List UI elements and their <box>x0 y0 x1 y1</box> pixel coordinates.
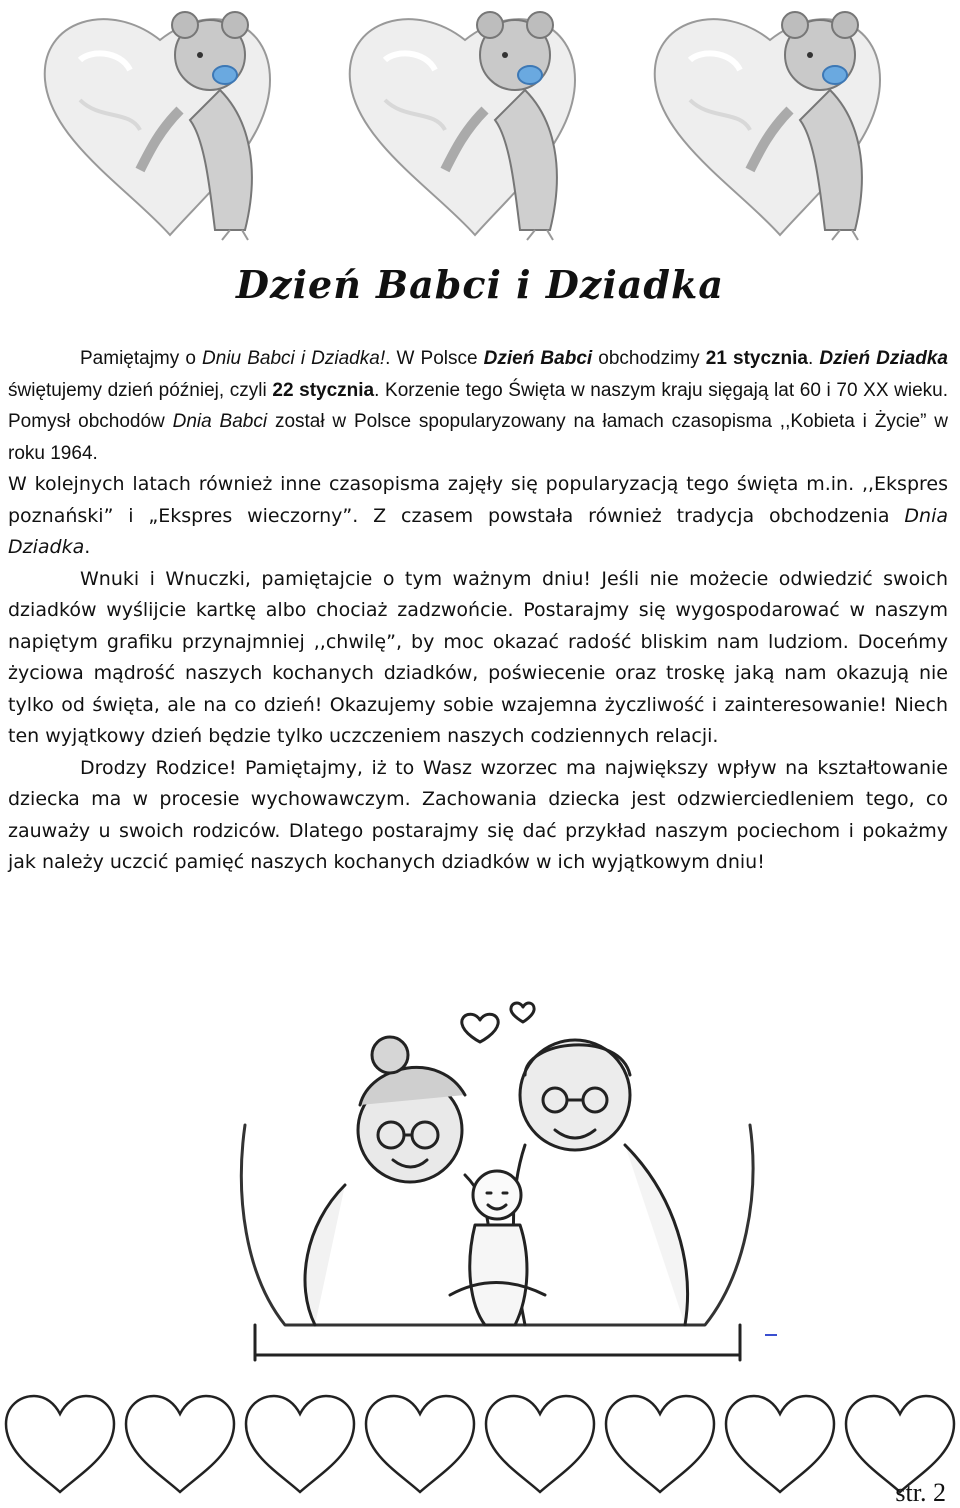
hearts-row <box>0 1392 960 1502</box>
heart-outline-icon <box>240 1392 360 1496</box>
heart-outline-icon <box>120 1392 240 1496</box>
grandparents-with-baby-icon <box>225 995 770 1370</box>
paragraph-intro: Pamiętajmy o Dniu Babci i Dziadka!. W Polsce Dzień Babci obchodzimy 21 stycznia. Dzień Dziadka świętujemy dzień później, czyli 22 stycznia. Korzenie tego Święta w naszym kraju sięgają lat 60 i 70 XX wieku. Pomysł obchodów Dnia Babci został w Polsce spopularyzowany na łamach czasopisma ,,Kobieta i Życie” w roku 1964. <box>8 348 949 464</box>
header-illustrations <box>0 0 960 250</box>
page-title: Dzień Babci i Dziadka <box>236 262 724 307</box>
teddy-bear-heart-icon <box>325 0 615 250</box>
paragraph-parents: Drodzy Rodzice! Pamiętajmy, iż to Wasz wzorzec ma największy wpływ na kształtowanie dziecka ma w procesie wychowawczym. Zachowania dziecka jest odzwierciedleniem tego, co zauważy u swoich rodziców. Dlatego postarajmy się dać przykład naszym pociechom i pokażmy jak należy uczcić pamięć naszych kochanych dziadków w ich wyjątkowym dniu! <box>8 756 948 873</box>
heart-outline-icon <box>600 1392 720 1496</box>
paragraph-grandchildren: Wnuki i Wnuczki, pamiętajcie o tym ważnym dniu! Jeśli nie możecie odwiedzić swoich dziadków wyślijcie kartkę albo chociaż zadzwońcie. Postarajmy się wygospodarować w naszym napiętym grafiku przynajmniej ,,chwilę”, by moc okazać radość bliskim nam ludziom. Doceńmy życiowa mądrość naszych kochanych dziadków, poświecenie oraz troskę jaką nam okazują nie tylko od święta, ale na co dzień! Okazujemy sobie wzajemna życzliwość i zainteresowanie! Niech ten wyjątkowy dzień będzie tylko uczczeniem naszych codziennych relacji. <box>8 567 948 747</box>
page-number: str. 2 <box>895 1478 946 1507</box>
article-body <box>8 343 948 879</box>
heart-outline-icon <box>720 1392 840 1496</box>
paragraph-history: W kolejnych latach również inne czasopisma zajęły się popularyzacją tego święta m.in. ,,Ekspres poznański” i „Ekspres wieczorny”. Z czasem powstała również tradycja obchodzenia Dnia Dziadka. <box>8 473 948 558</box>
teddy-bear-heart-icon <box>20 0 310 250</box>
blue-dash-mark <box>765 1334 777 1336</box>
teddy-bear-heart-icon <box>630 0 920 250</box>
heart-outline-icon <box>480 1392 600 1496</box>
heart-outline-icon <box>360 1392 480 1496</box>
heart-outline-icon <box>0 1392 120 1496</box>
